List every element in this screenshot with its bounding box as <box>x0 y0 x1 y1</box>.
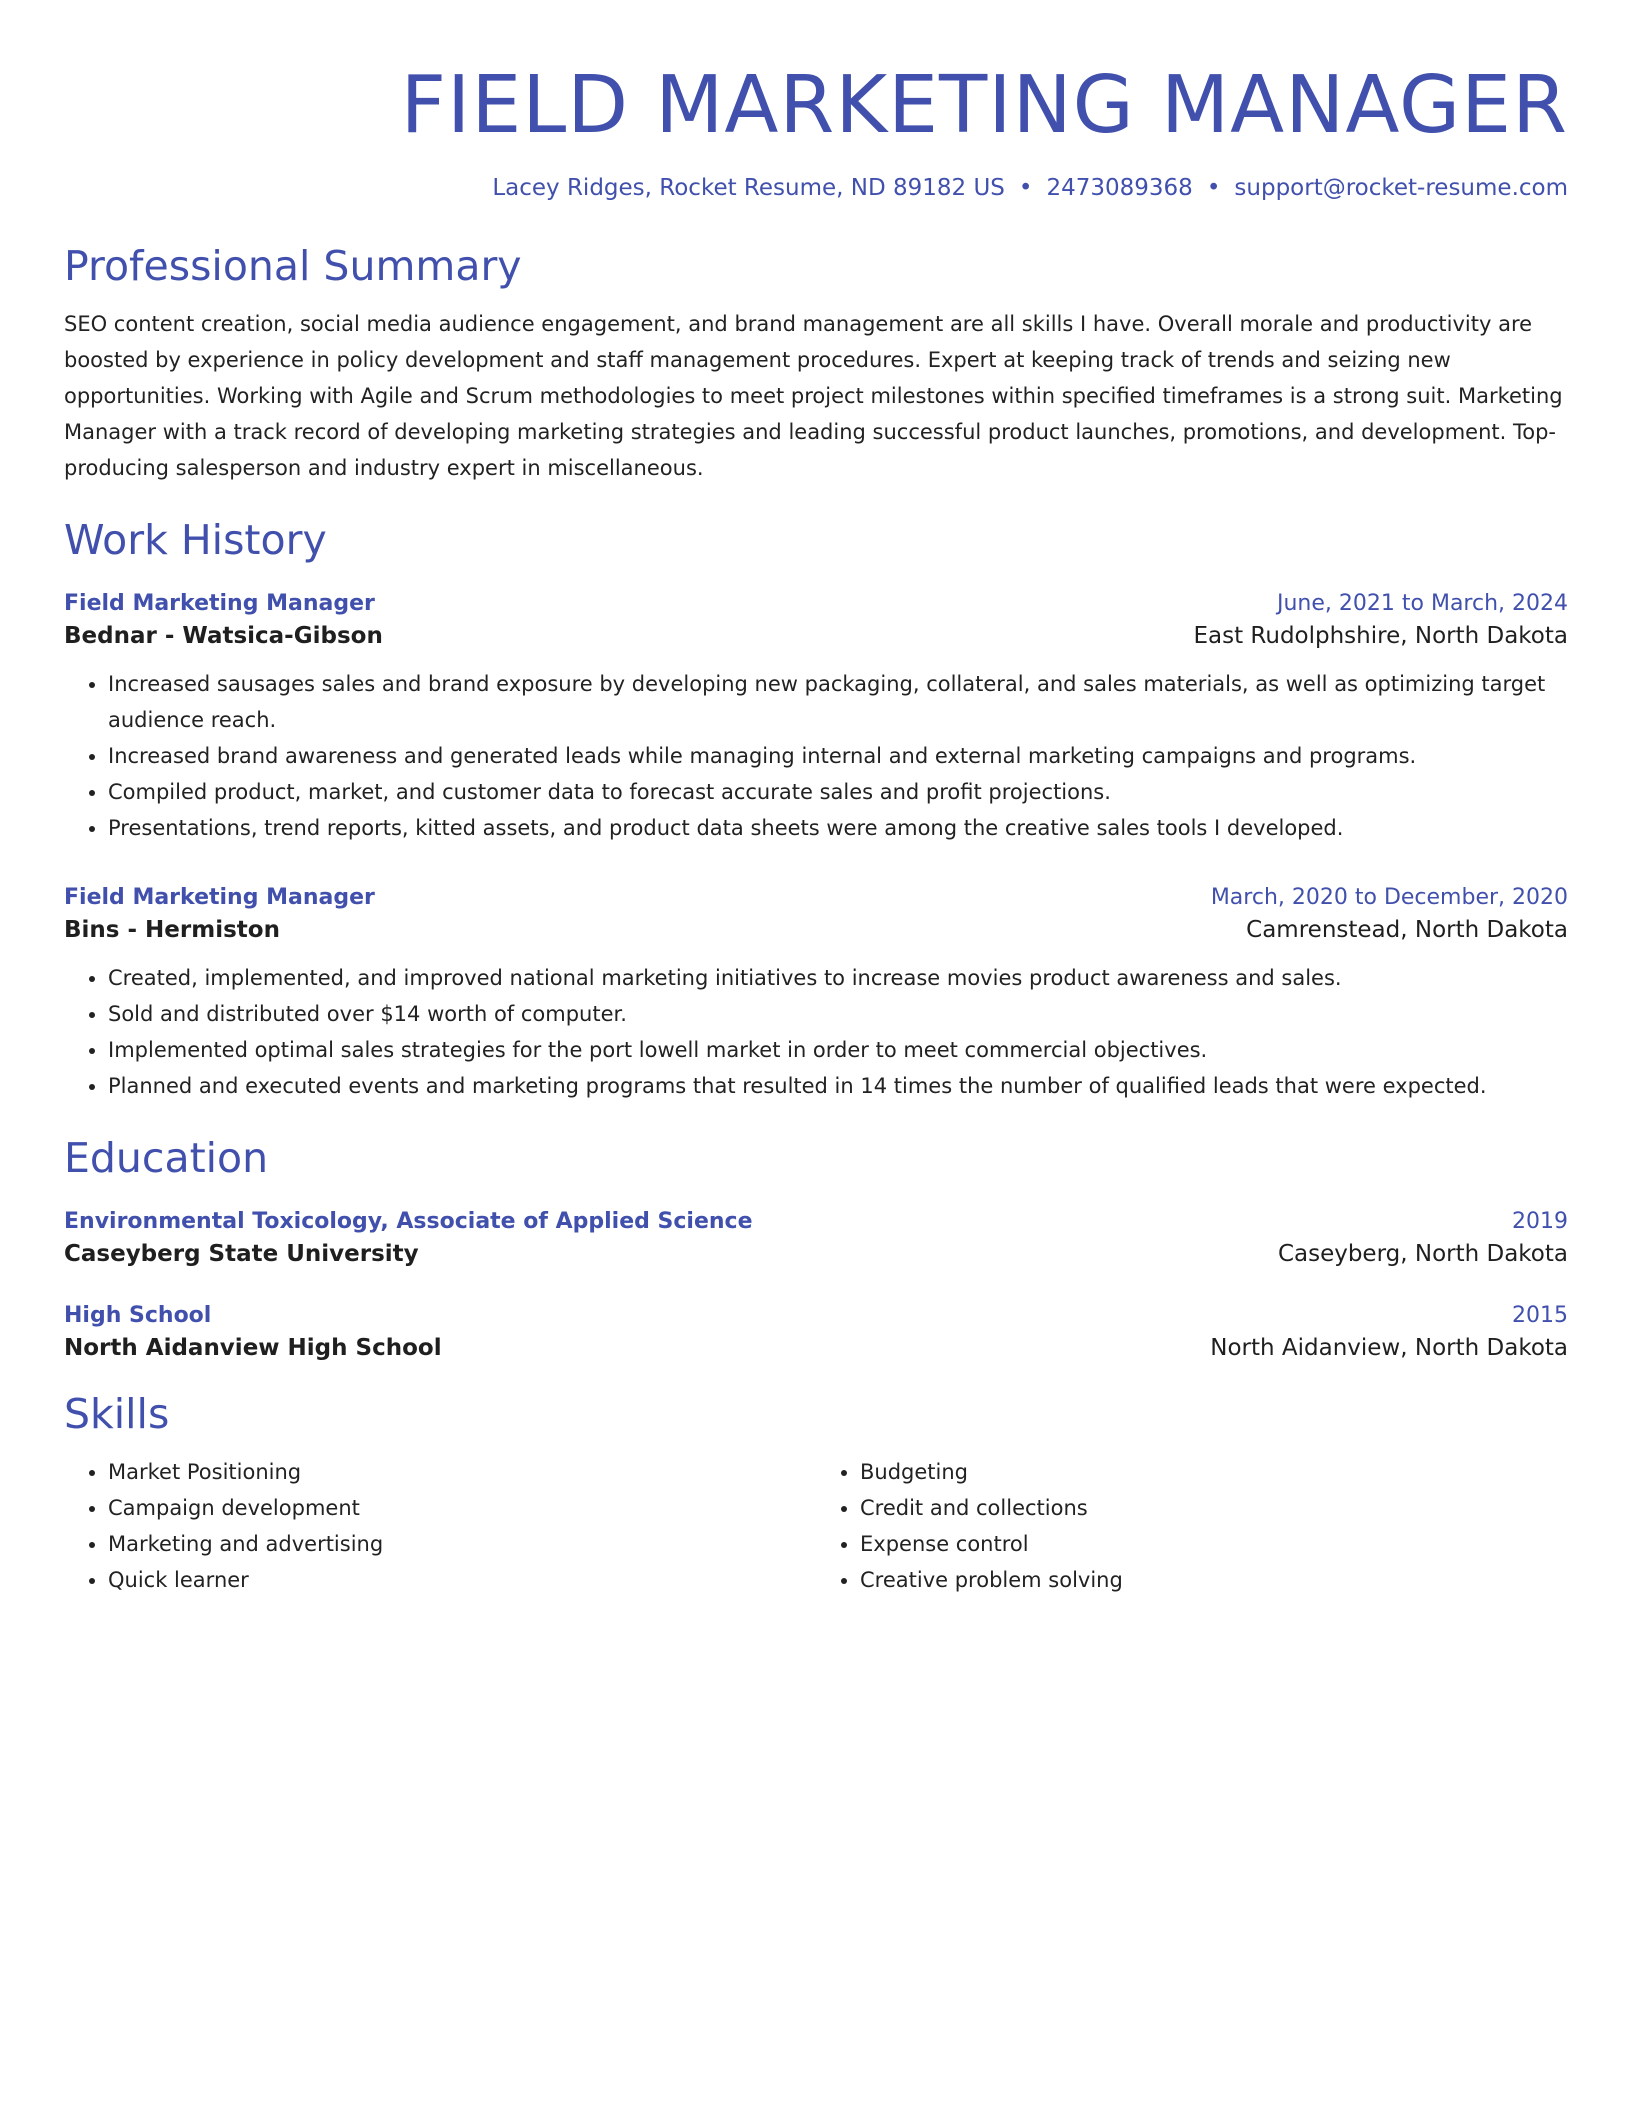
education-school: Caseyberg State University <box>64 1241 419 1267</box>
education-school-row <box>64 1332 1568 1364</box>
job-bullet: • Created, implemented, and improved national marketing initiatives to increase movies product awareness and sales. <box>108 960 1568 996</box>
education-year: 2019 <box>1512 1209 1568 1234</box>
job-company: Bins - Hermiston <box>64 917 280 943</box>
contact-phone[interactable]: 2473089368 <box>1046 175 1193 201</box>
education-entry <box>64 1300 1568 1364</box>
skill-item: • Creative problem solving <box>860 1562 1568 1598</box>
skills-list-right <box>816 1454 1568 1598</box>
education-school-row <box>64 1238 1568 1270</box>
skill-item: • Budgeting <box>860 1454 1568 1490</box>
job-location: East Rudolphshire, North Dakota <box>1193 623 1568 649</box>
contact-address: Lacey Ridges, Rocket Resume, ND 89182 US <box>492 175 1005 201</box>
job-entry <box>64 882 1568 1104</box>
summary-text: SEO content creation, social media audience engagement, and brand management are all skills I have. Overall morale and productivity are boosted by experience in policy development and staff management procedures. Expert at keeping track of trends and seizing new opportunities. Working with Agile and Scrum methodologies to meet project milestones within specified timeframes is a strong suit. Marketing Manager with a track record of developing marketing strategies and leading successful product launches, promotions, and development. Top-producing salesperson and industry expert in miscellaneous. <box>64 312 1563 480</box>
skill-item: • Market Positioning <box>108 1454 816 1490</box>
job-bullet: • Planned and executed events and marketing programs that resulted in 14 times the number of qualified leads that were expected. <box>108 1068 1568 1104</box>
education-location: North Aidanview, North Dakota <box>1210 1335 1568 1361</box>
education-heading: Education <box>64 1134 269 1182</box>
education-school: North Aidanview High School <box>64 1335 442 1361</box>
skill-item: • Expense control <box>860 1526 1568 1562</box>
contact-email[interactable]: support@rocket-resume.com <box>1234 175 1568 201</box>
job-bullet: • Increased sausages sales and brand exposure by developing new packaging, collateral, and sales materials, as well as optimizing target audience reach. <box>108 666 1568 738</box>
job-bullet: • Implemented optimal sales strategies for the port lowell market in order to meet commercial objectives. <box>108 1032 1568 1068</box>
resume-title: FIELD MARKETING MANAGER <box>400 59 1568 151</box>
job-bullets <box>64 666 1568 846</box>
skill-item: • Marketing and advertising <box>108 1526 816 1562</box>
job-bullet: • Sold and distributed over $14 worth of computer. <box>108 996 1568 1032</box>
education-degree-row <box>64 1300 1568 1332</box>
job-title: Field Marketing Manager <box>64 885 375 910</box>
job-title-row <box>64 588 1568 620</box>
job-dates: March, 2020 to December, 2020 <box>1210 885 1568 910</box>
education-degree: High School <box>64 1303 212 1328</box>
education-entry <box>64 1206 1568 1270</box>
work-history-heading: Work History <box>64 516 327 564</box>
contact-line <box>64 172 1568 204</box>
skill-item: • Campaign development <box>108 1490 816 1526</box>
job-company-row <box>64 914 1568 946</box>
job-bullet: • Increased brand awareness and generated leads while managing internal and external marketing campaigns and programs. <box>108 738 1568 774</box>
skill-item: • Credit and collections <box>860 1490 1568 1526</box>
skills-columns <box>64 1454 1568 1598</box>
education-year: 2015 <box>1512 1303 1568 1328</box>
job-title: Field Marketing Manager <box>64 591 375 616</box>
job-bullet: • Compiled product, market, and customer data to forecast accurate sales and profit projections. <box>108 774 1568 810</box>
job-title-row <box>64 882 1568 914</box>
job-company: Bednar - Watsica-Gibson <box>64 623 383 649</box>
job-entry <box>64 588 1568 846</box>
job-bullets <box>64 960 1568 1104</box>
education-degree: Environmental Toxicology, Associate of Applied Science <box>64 1209 753 1234</box>
skill-item: • Quick learner <box>108 1562 816 1598</box>
education-degree-row <box>64 1206 1568 1238</box>
skills-list-left <box>64 1454 816 1598</box>
skills-heading: Skills <box>64 1390 170 1438</box>
job-location: Camrenstead, North Dakota <box>1246 917 1568 943</box>
job-company-row <box>64 620 1568 652</box>
job-bullet: • Presentations, trend reports, kitted assets, and product data sheets were among the creative sales tools I developed. <box>108 810 1568 846</box>
contact-separator: • <box>1206 175 1221 201</box>
job-dates: June, 2021 to March, 2024 <box>1277 591 1568 616</box>
education-location: Caseyberg, North Dakota <box>1277 1241 1568 1267</box>
summary-heading: Professional Summary <box>64 242 522 290</box>
contact-separator: • <box>1018 175 1033 201</box>
